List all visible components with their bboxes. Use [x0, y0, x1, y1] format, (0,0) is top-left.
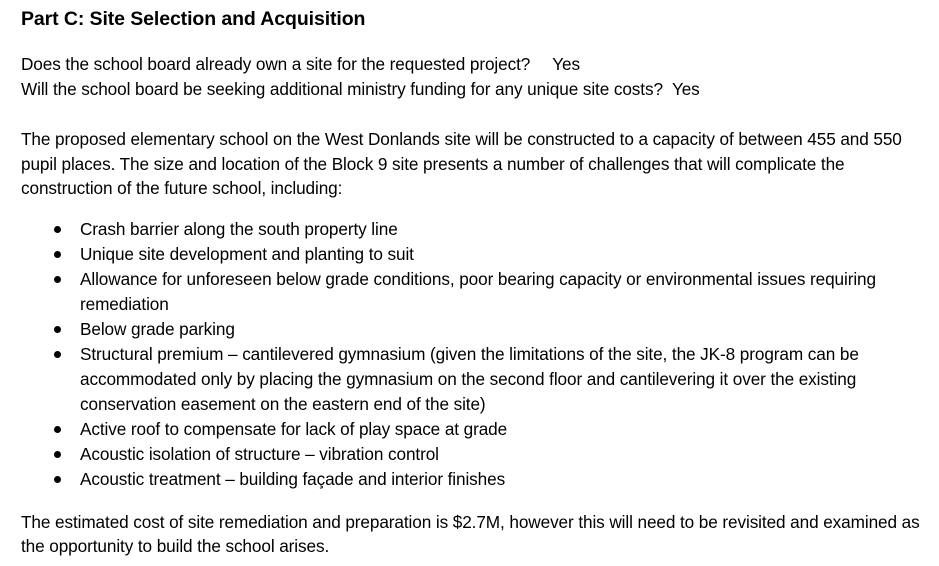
question-additional-funding: [21, 77, 921, 102]
list-item-text: Acoustic isolation of structure – vibration control: [80, 443, 439, 464]
bullet-icon: [54, 226, 61, 233]
question-site-owned: [21, 52, 921, 77]
question-text: Does the school board already own a site for the requested project?: [21, 54, 531, 74]
list-item: [21, 267, 921, 317]
intro-paragraph: The proposed elementary school on the West Donlands site will be constructed to a capacity of between 455 and 550 pupil places. The size and location of the Block 9 site presents a number of challenges that will complicate the construction of the future school, including:: [21, 129, 902, 198]
list-item: [21, 217, 921, 242]
bullet-icon: [54, 351, 61, 358]
list-item: [21, 242, 921, 267]
document-body: [21, 6, 921, 559]
list-item: [21, 317, 921, 342]
bullet-icon: [54, 451, 61, 458]
question-answer: Yes: [552, 54, 580, 74]
bullet-icon: [54, 326, 61, 333]
list-item: [21, 442, 921, 467]
list-item-text: Acoustic treatment – building façade and interior finishes: [80, 468, 506, 489]
bullet-icon: [54, 476, 61, 483]
list-item: [21, 342, 921, 417]
list-item-text: Crash barrier along the south property line: [80, 218, 398, 239]
closing-paragraph: The estimated cost of site remediation and preparation is $2.7M, however this will need to be revisited and examined as the opportunity to build the school arises.: [21, 511, 920, 556]
question-text: Will the school board be seeking additional ministry funding for any unique site costs?: [21, 78, 663, 99]
bullet-icon: [54, 251, 61, 258]
challenges-list: [21, 217, 921, 492]
section-heading: Part C: Site Selection and Acquisition: [21, 8, 366, 30]
list-item-text: Allowance for unforeseen below grade conditions, poor bearing capacity or environmental issues requiring remediation: [80, 268, 876, 314]
list-item-text: Structural premium – cantilevered gymnasium (given the limitations of the site, the JK-8 program can be accommodated only by placing the gymnasium on the second floor and cantilevering it over the existing conservation easement on the eastern end of the site): [80, 343, 859, 414]
list-item-text: Active roof to compensate for lack of play space at grade: [80, 418, 508, 439]
list-item-text: Below grade parking: [80, 318, 235, 339]
question-answer: Yes: [671, 78, 700, 99]
bullet-icon: [54, 426, 61, 433]
list-item-text: Unique site development and planting to suit: [80, 243, 414, 264]
list-item: [21, 467, 921, 492]
bullet-icon: [54, 276, 61, 283]
list-item: [21, 417, 921, 442]
